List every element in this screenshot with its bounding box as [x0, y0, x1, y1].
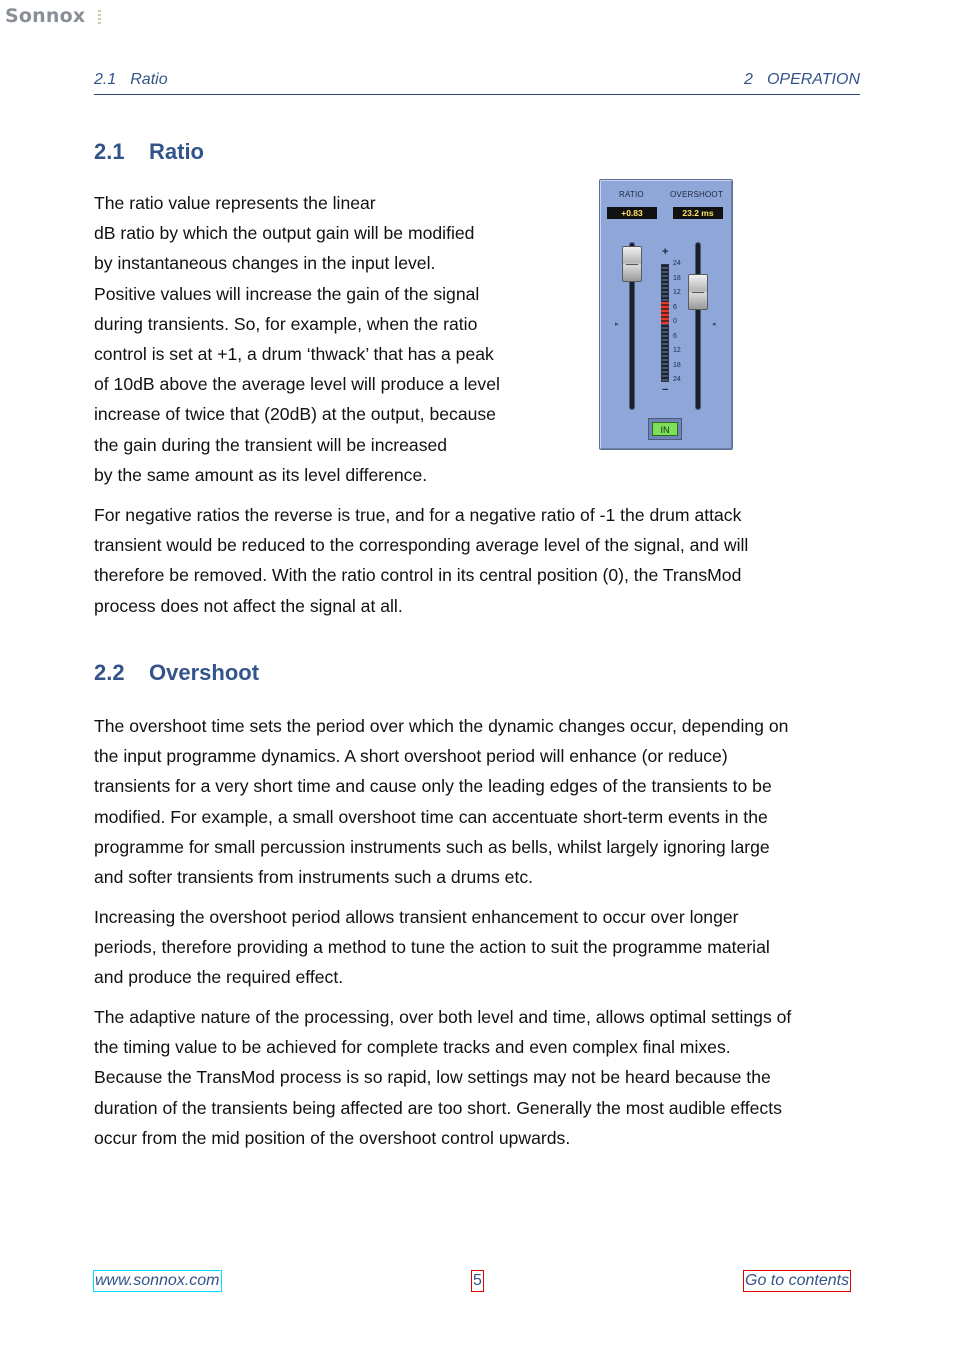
transmod-plugin-panel [599, 179, 733, 450]
overshoot-longer-paragraph [94, 902, 770, 993]
ratio-value-readout: +0.83 [607, 207, 657, 219]
overshoot-center-marker-icon: ◂ [712, 321, 716, 328]
brand-logo: Sonnox [5, 5, 86, 27]
paragraph-line: The overshoot time sets the period over which the dynamic changes occur, depending on [94, 716, 789, 736]
paragraph-line: transient would be reduced to the corresponding average level of the signal, and will [94, 535, 749, 556]
ratio-intro-paragraph [94, 188, 500, 490]
paragraph-line: duration of the transients being affected are too short. Generally the most audible effects [94, 1097, 782, 1118]
paragraph-line: by instantaneous changes in the input level. [94, 253, 436, 274]
section-number: 2.1 [94, 139, 125, 164]
section-number: 2.2 [94, 660, 125, 685]
overshoot-fader-handle [688, 274, 708, 310]
overshoot-fader-track [695, 242, 701, 410]
header-section-title: Ratio [130, 71, 168, 88]
header-section-num: 2.1 [94, 71, 117, 88]
meter-tick-label: 12 [673, 347, 681, 354]
header-section [94, 71, 168, 89]
paragraph-line: the input programme dynamics. A short overshoot period will enhance (or reduce) [94, 746, 728, 767]
meter-tick-label: 0 [673, 318, 677, 325]
in-button [648, 418, 682, 440]
paragraph-line: Increasing the overshoot period allows transient enhancement to occur over longer [94, 907, 739, 927]
header-chapter-num: 2 [744, 71, 753, 88]
paragraph-line: therefore be removed. With the ratio control in its central position (0), the TransMod [94, 565, 742, 586]
transient-meter-active-segments [661, 302, 669, 324]
paragraph-line: dB ratio by which the output gain will be modified [94, 223, 475, 244]
meter-tick-label: 18 [673, 274, 681, 282]
overshoot-value-readout: 23.2 ms [673, 207, 723, 219]
meter-tick-label: 6 [673, 332, 677, 340]
ratio-negative-paragraph [94, 500, 748, 621]
website-link[interactable]: www.sonnox.com [93, 1270, 222, 1292]
paragraph-line: of 10dB above the average level will produce a level [94, 374, 500, 395]
paragraph-line: The adaptive nature of the processing, over both level and time, allows optimal settings of [94, 1007, 792, 1027]
ratio-fader-handle [622, 246, 642, 282]
overshoot-adaptive-paragraph [94, 1002, 791, 1153]
paragraph-line: For negative ratios the reverse is true, and for a negative ratio of -1 the drum attack [94, 505, 742, 525]
paragraph-line: the gain during the transient will be increased [94, 434, 448, 455]
paragraph-line: and softer transients from instruments such a drums etc. [94, 867, 534, 888]
brand-dots-decoration [98, 10, 101, 26]
paragraph-line: control is set at +1, a drum ‘thwack’ that has a peak [94, 344, 494, 365]
paragraph-line: increase of twice that (20dB) at the output, because [94, 404, 496, 425]
ratio-center-marker-icon: ▸ [615, 321, 619, 328]
meter-tick-label: 6 [673, 303, 677, 311]
header-chapter-title: OPERATION [766, 71, 860, 88]
meter-tick-label: 24 [673, 376, 681, 383]
page-number-link[interactable]: 5 [471, 1270, 484, 1292]
overshoot-definition-paragraph [94, 711, 788, 892]
meter-minus-sign: − [662, 384, 669, 396]
ratio-control-label: RATIO [619, 190, 644, 199]
paragraph-line: by the same amount as its level difference. [94, 464, 428, 485]
paragraph-line: The ratio value represents the linear [94, 193, 376, 213]
meter-tick-label: 18 [673, 361, 681, 369]
paragraph-line: occur from the mid position of the overshoot control upwards. [94, 1127, 571, 1148]
meter-tick-label: 24 [673, 260, 681, 267]
paragraph-line: programme for small percussion instruments such as bells, whilst largely ignoring large [94, 836, 770, 857]
section-title: Overshoot [149, 660, 260, 685]
paragraph-line: Positive values will increase the gain of the signal [94, 283, 480, 304]
paragraph-line: during transients. So, for example, when the ratio [94, 313, 478, 334]
in-button-label: IN [652, 422, 678, 436]
paragraph-line: and produce the required effect. [94, 967, 344, 988]
section-heading-overshoot [94, 660, 259, 686]
paragraph-line: transients for a very short time and cause only the leading edges of the transients to be [94, 776, 772, 797]
paragraph-line: Because the TransMod process is so rapid, low settings may not be heard because the [94, 1067, 771, 1088]
paragraph-line: periods, therefore providing a method to tune the action to suit the programme material [94, 937, 770, 958]
paragraph-line: modified. For example, a small overshoot time can accentuate short-term events in the [94, 806, 768, 827]
overshoot-control-label: OVERSHOOT [670, 190, 723, 199]
section-heading-ratio [94, 139, 204, 165]
paragraph-line: the timing value to be achieved for complete tracks and even complex final mixes. [94, 1037, 731, 1058]
meter-tick-label: 12 [673, 289, 681, 296]
section-title: Ratio [149, 139, 204, 164]
meter-plus-sign: + [662, 246, 669, 258]
header-chapter [744, 71, 860, 89]
running-header [94, 71, 860, 95]
go-to-contents-link[interactable]: Go to contents [743, 1270, 851, 1292]
paragraph-line: process does not affect the signal at all. [94, 595, 403, 616]
